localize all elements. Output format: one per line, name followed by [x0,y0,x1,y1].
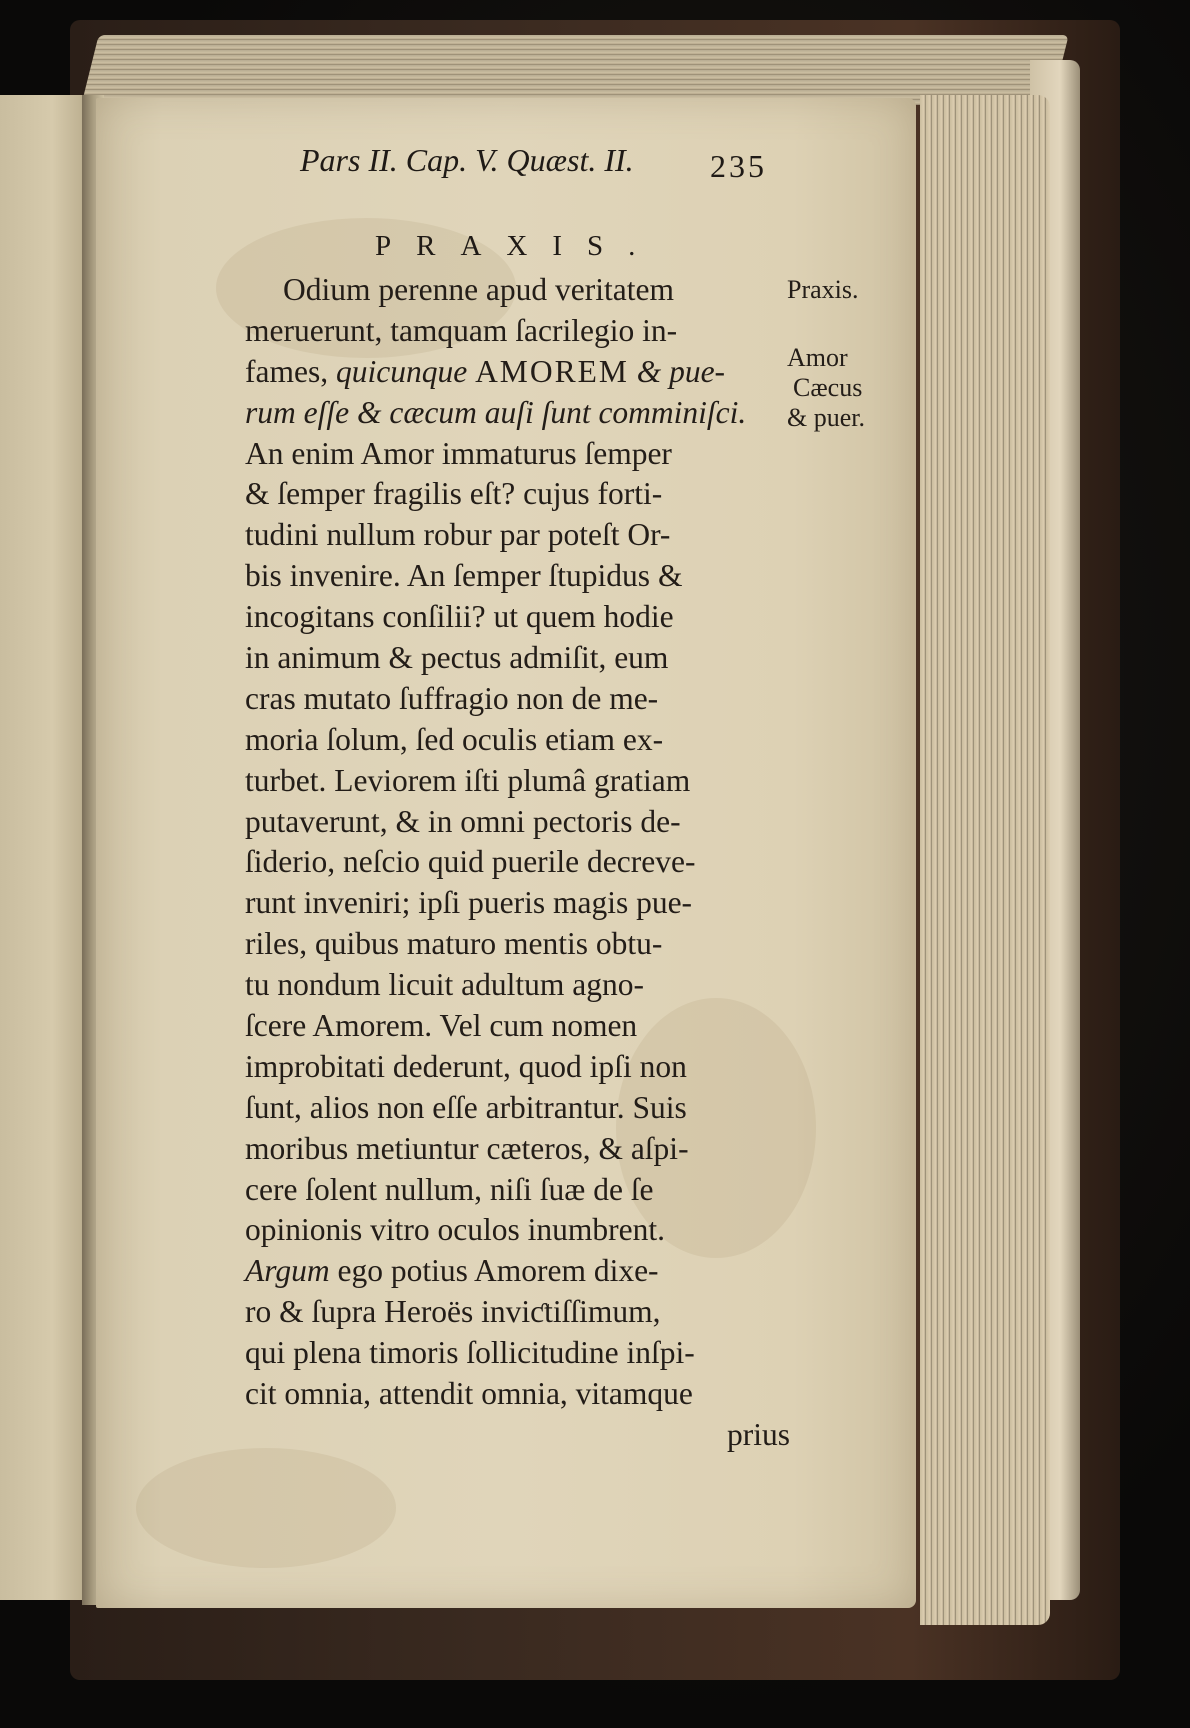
text-segment: cras mutato ſuffragio non de me- [245,680,659,716]
margin-notes [787,275,907,433]
text-segment: ego potius Amorem dixe- [329,1253,659,1289]
running-head: Pars II. Cap. V. Quæst. II. [300,142,634,178]
body-text [245,270,790,1456]
text-segment: AMOREM [475,353,629,389]
text-segment: prius [727,1416,790,1452]
margin-note: Cæcus [793,373,863,402]
text-line [245,1129,790,1170]
margin-note: & puer. [787,403,865,432]
text-segment: meruerunt, tamquam ſacrilegio in- [245,312,678,348]
margin-note: Amor [787,343,848,372]
page-number: 235 [710,148,767,184]
text-line [245,1374,790,1415]
text-line [245,638,790,679]
text-segment: improbitati dederunt, quod ipſi non [245,1048,687,1084]
text-segment: turbet. Leviorem iſti plumâ gratiam [245,762,691,798]
text-segment: Odium perenne apud veritatem [283,272,674,307]
text-segment: quicunque [335,353,476,389]
text-segment: ſiderio, neſcio quid puerile decreve- [245,844,696,880]
text-segment: moria ſolum, ſed oculis etiam ex- [245,721,664,757]
text-segment: cere ſolent nullum, niſi ſuæ de ſe [245,1171,654,1207]
text-line [245,924,790,965]
text-segment: ſcere Amorem. Vel cum nomen [245,1008,638,1044]
text-line [245,1006,790,1047]
text-line [245,802,790,843]
page-edges-right [920,95,1050,1625]
text-segment: rum eſſe & cæcum auſi ſunt comminiſci. [245,394,747,430]
text-line [245,1415,790,1456]
text-segment: bis invenire. An ſemper ſtupidus & [245,558,683,594]
text-line [245,761,790,802]
text-line [245,1210,790,1251]
text-line [245,965,790,1006]
text-line [245,1251,790,1292]
text-segment: ſunt, alios non eſſe arbitrantur. Suis [245,1089,687,1125]
text-line [245,842,790,883]
text-segment: incogitans conſilii? ut quem hodie [245,599,674,635]
text-segment: in animum & pectus admiſit, eum [245,640,669,676]
text-line [245,1333,790,1374]
text-segment: riles, quibus maturo mentis obtu- [245,926,663,962]
text-segment: runt inveniri; ipſi pueris magis pue- [245,885,693,921]
text-segment: tu nondum licuit adultum agno- [245,967,644,1003]
section-heading: PRAXIS. [375,230,661,262]
text-line [245,352,790,393]
text-line [245,434,790,475]
text-segment: fames, [245,353,336,389]
text-line [245,474,790,515]
text-segment: cit omnia, attendit omnia, vitamque [245,1376,693,1412]
text-line [245,1170,790,1211]
text-segment: opinionis vitro oculos inumbrent. [245,1212,665,1248]
text-line [245,393,790,434]
text-segment: ro & ſupra Heroës inviƈtiſſimum, [245,1294,661,1330]
text-line [245,720,790,761]
text-line [245,883,790,924]
text-segment: tudini nullum robur par poteſt Or- [245,517,671,553]
text-segment: & pue- [628,353,726,389]
text-line [245,1292,790,1333]
margin-note: Praxis. [787,275,859,304]
facing-page-left [0,95,95,1600]
page-stain [136,1448,396,1568]
text-line [245,1088,790,1129]
text-segment: An enim Amor immaturus ſemper [245,435,672,471]
text-line [245,515,790,556]
text-segment: & ſemper fragilis eſt? cujus forti- [245,476,663,512]
text-segment: qui plena timoris ſollicitudine inſpi- [245,1335,695,1371]
text-line [245,1047,790,1088]
text-line [245,597,790,638]
text-segment: Argum [245,1253,330,1289]
text-line [245,679,790,720]
text-segment: putaverunt, & in omni pectoris de- [245,803,681,839]
text-line [245,556,790,597]
text-segment: moribus metiuntur cæteros, & aſpi- [245,1130,689,1166]
text-line [245,270,790,311]
text-line [245,311,790,352]
